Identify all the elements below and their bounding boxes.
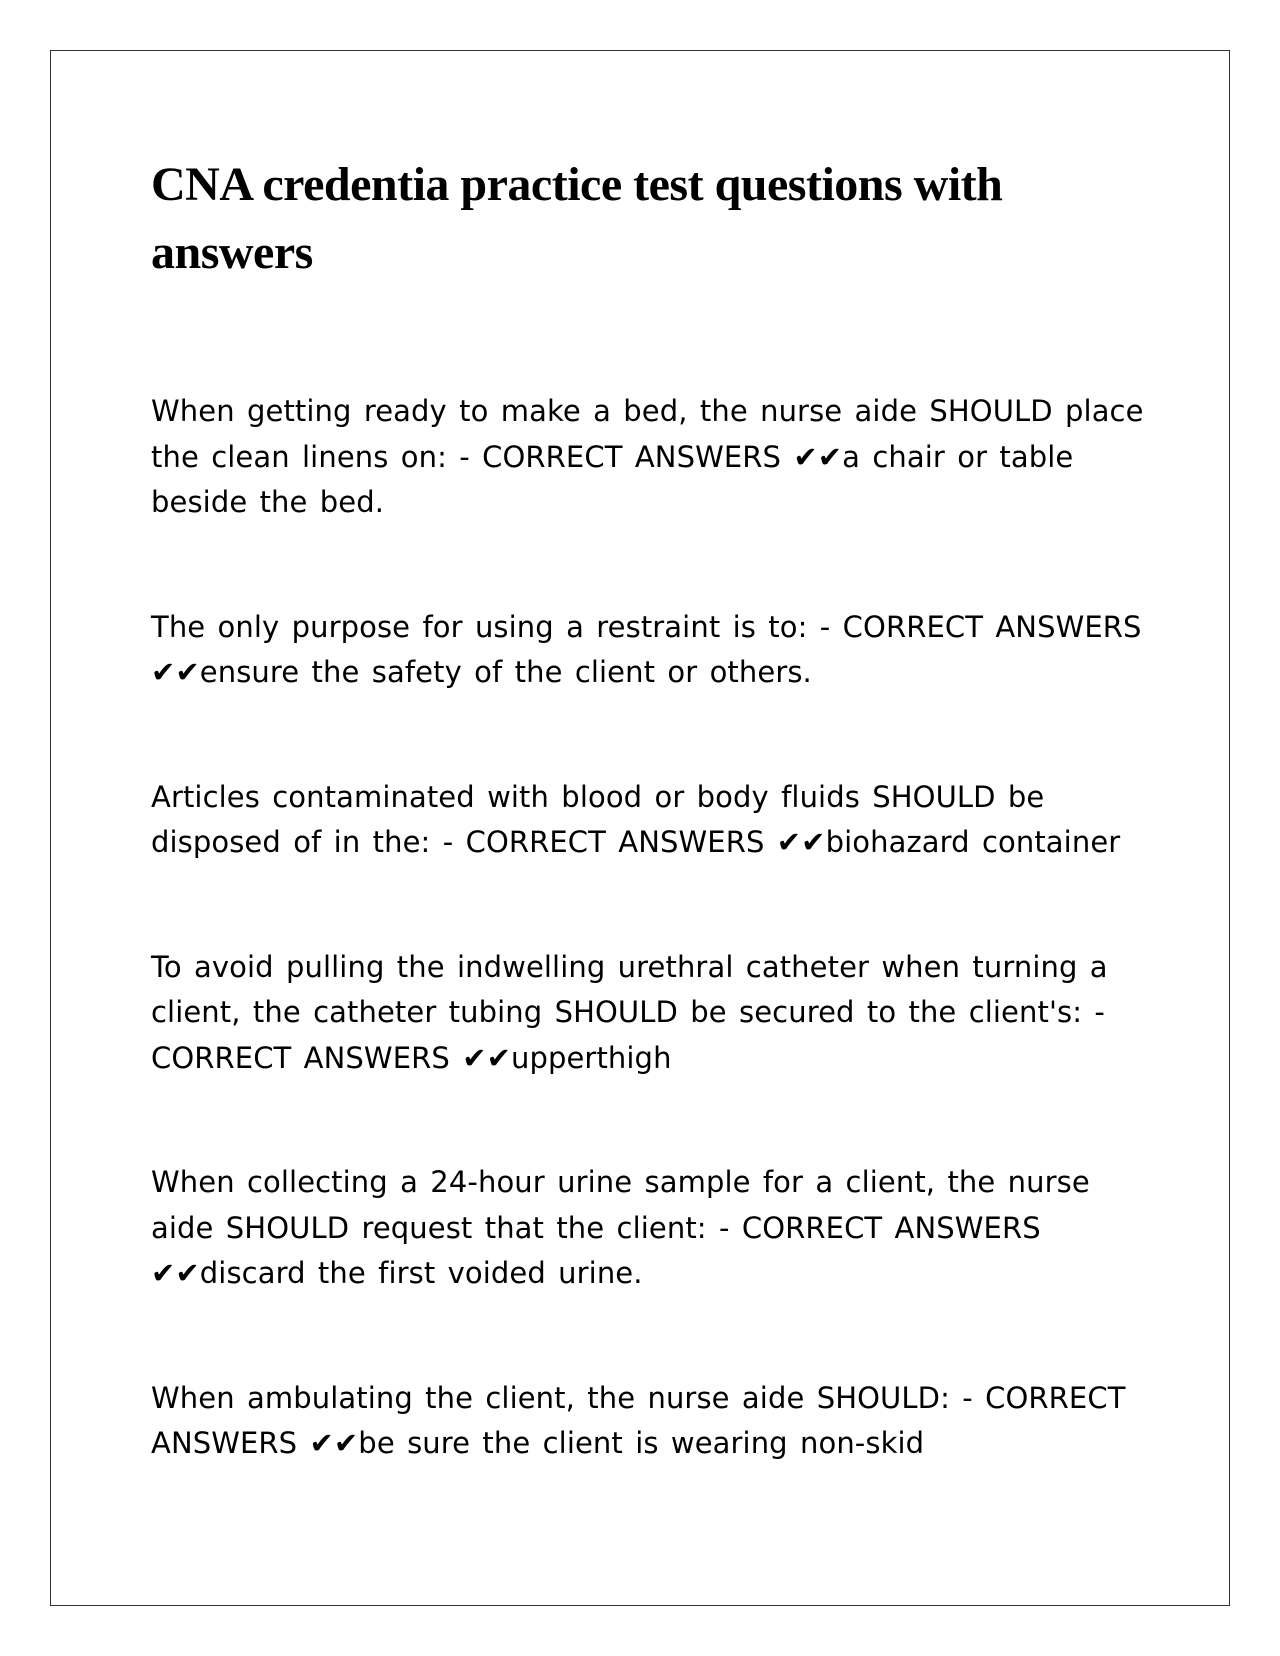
qa-item-1: When getting ready to make a bed, the nurse aide SHOULD place the clean linens on: - CORRECT ANSWERS ✔✔a chair or table beside the bed. <box>151 394 1144 519</box>
qa-item-4: To avoid pulling the indwelling urethral catheter when turning a client, the catheter tubing SHOULD be secured to the client's: - CORRECT ANSWERS ✔✔upperthigh <box>151 949 1108 1075</box>
qa-item-6: When ambulating the client, the nurse aide SHOULD: - CORRECT ANSWERS ✔✔be sure the client is wearing non-skid <box>151 1380 1126 1460</box>
qa-item-3: Articles contaminated with blood or body fluids SHOULD be disposed of in the: - CORRECT ANSWERS ✔✔biohazard container <box>151 779 1121 859</box>
qa-item-5: When collecting a 24-hour urine sample for a client, the nurse aide SHOULD request that the client: - CORRECT ANSWERS ✔✔discard the first voided urine. <box>151 1165 1090 1290</box>
qa-item-2: The only purpose for using a restraint is to: - CORRECT ANSWERS ✔✔ensure the safety of the client or others. <box>151 609 1142 689</box>
qa-list <box>151 389 1151 1467</box>
document-content <box>151 151 1151 1546</box>
document-title: CNA credentia practice test questions with answers <box>151 158 1003 279</box>
document-page <box>50 50 1230 1606</box>
